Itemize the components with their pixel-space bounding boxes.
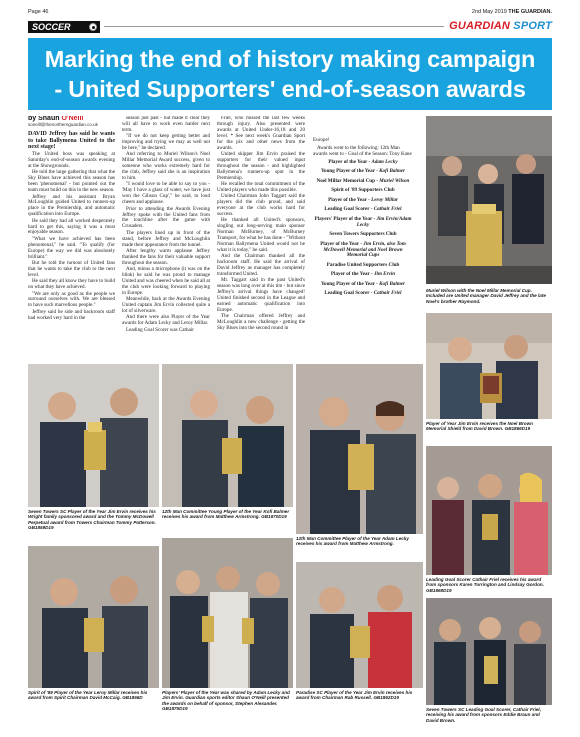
- article-paragraph: The players lined up in front of the stand, before Jeffrey and McLoughlin made their appearance from the tunnel.: [122, 229, 210, 248]
- article-column-2: [122, 116, 210, 360]
- photo-kofi-balmer: [162, 364, 293, 507]
- awards-intro-b: Awards went to the following: 12th Man awards went to - Goal of the Season: Tony Kane: [313, 144, 412, 157]
- award-title: Player of the Year -: [320, 240, 364, 247]
- football-icon: [89, 23, 97, 31]
- award-title: Player of the Year -: [328, 158, 372, 165]
- award-winner: Leroy Millar: [371, 196, 398, 203]
- photo-paradise-ervin: [296, 562, 423, 688]
- article-paragraph: Jeffrey and his assistant Bryan McLoughlin guided United to runners-up place in the Premiership, and automatic qualification into Europe.: [28, 193, 115, 218]
- brand-logo: GUARDIAN SPORT: [449, 20, 552, 32]
- award-entry: [313, 198, 413, 204]
- headline-banner: [28, 38, 552, 110]
- award-entry: [313, 179, 413, 185]
- photo-adam-lecky: [296, 364, 423, 534]
- photo-players-player: [162, 538, 293, 688]
- award-winner: Muriel Wilson: [379, 177, 410, 184]
- article-paragraph: "What we have achieved has been phenomenal," he said. "To qualify (for Europe) the way we did was absolutely brilliant.": [28, 235, 115, 260]
- section-tag: SOCCER: [28, 21, 100, 33]
- article-paragraph: Jeffrey said he side and backroom staff had worked very hard in the: [28, 308, 115, 321]
- caption-kofi-balmer: 12th Man Committee Young Player of the Year Kofi Balmer receives his award from Matthew Armstrong. GB1870D19: [162, 509, 290, 520]
- article-paragraph: "I would love to be able to say to you - 'May I have a glass of water, we have just won the Gibson Cup'," he said, to loud cheers and applause.: [122, 181, 210, 206]
- award-title: Player of the Year -: [328, 196, 372, 203]
- article-paragraph: "We are only as good as the people we surround ourselves with. We are blessed to have such marvellous people.": [28, 290, 115, 309]
- caption-adam-lecky: 12th Man Committee Player of the Year Adam Lecky receives his award from Matthew Armstrong.: [296, 536, 409, 547]
- award-title: Leading Goal Scorer -: [324, 206, 374, 213]
- award-title: Young Player of the Year -: [320, 168, 380, 175]
- article-paragraph: Prior to attending the Awards Evening Jeffrey spoke with the United fans from the touchline after the game with Crusaders.: [122, 205, 210, 230]
- award-entry: [313, 169, 413, 175]
- caption-players-player: Players' Player of the Year was shared by Adam Lecky and Jim Ervin. Guardian sports editor Shaun O'Neill presented the awards on behalf of sponsor, Stephen Alexander. GB1875D19: [162, 690, 290, 712]
- photo-seven-towers-friel: [426, 598, 552, 705]
- issue-date: 2nd May 2019 THE GUARDIAN.: [471, 9, 552, 15]
- award-entry: [313, 263, 413, 269]
- award-entry: [313, 160, 413, 166]
- article-paragraph: Mr. Taggart said in the past United's season was long over at this tim - but since Jeffrey's arrival things have changed! United finished second in the League and earned automatic qualification into Europe.: [217, 277, 305, 313]
- award-entry: [313, 242, 413, 260]
- article-lead: DAVID Jeffrey has said he wants to take Ballymena United to the next stage!: [28, 130, 115, 151]
- award-winner: Jim Ervin, also Tom McDowell Memorial and Noel Brown Memorial Cups: [323, 240, 406, 259]
- photo-leroy-millar: [28, 546, 159, 688]
- award-entry: [313, 207, 413, 213]
- article-paragraph: Meanwhile, back at the Awards Evening United captain Jim Ervin collected quite a lot of silverware.: [122, 296, 210, 314]
- header-rule: [104, 26, 444, 27]
- award-entry: [313, 282, 413, 288]
- award-winner: Jim Ervin/Adam Lecky: [356, 215, 412, 228]
- caption-paradise-ervin: Paradise SC Player of the Year Jim Ervin receives his award from Chairman Rab Russell. GB1862D19: [296, 690, 413, 701]
- article-paragraph: He said they had all worked desperately hard to get this, saying it was a most enjoyable season.: [28, 217, 115, 236]
- article-paragraph: He recalled the total commitment of the United players who made this possible.: [217, 180, 305, 193]
- award-entry: [313, 217, 413, 229]
- caption-ervin-noel-brown: Player of Year Jim Ervin receives the Noel Brown Memorial Shield from David Brown. GB1866D19: [426, 421, 533, 432]
- award-title: Young Player of the Year -: [320, 280, 380, 287]
- award-title: Seven Towers Supporters Club: [329, 231, 397, 238]
- article-paragraph: United skipper Jim Ervin praised the supporters for their valued input throughout the season - and highlighted Ballymena's runners-up spot in the Premiership.: [217, 150, 305, 181]
- award-title: Spirit of '89 Supporters Club: [331, 187, 395, 194]
- article-paragraph: And the Chairman thanked all the backroom staff. He said the arrival of David Jeffrey as manager has completely transformed United.: [217, 253, 305, 278]
- award-title: Leading Goal Scorer -: [324, 290, 374, 297]
- article-paragraph: season just past - but made it clear they will all have to work even harder next term.: [122, 116, 210, 133]
- award-entry: [313, 291, 413, 297]
- headline-line-1: Marking the end of history making campaign: [44, 46, 536, 72]
- caption-friel-paradise: Leading Goal Scorer Cathair Friel receives his award from sponsors Karen Torrington and Lindsay Gordon. GB1868D19: [426, 577, 544, 593]
- caption-muriel-wilson: Muriel Wilson with the Noel Millar Memorial Cup. Included are United manager David Jeffrey and the late Noel's brother Raymond.: [426, 288, 546, 304]
- page-number: Page 46: [28, 9, 49, 15]
- awards-intro-a: Europe!: [313, 137, 330, 143]
- award-winner: Kofi Balmer: [379, 168, 406, 175]
- awards-list: [313, 138, 413, 301]
- article-body-3: [217, 116, 305, 332]
- article-paragraph: Leading Goal Scorer was Cathair: [126, 326, 194, 333]
- award-title: Player of the Year -: [330, 271, 374, 278]
- photo-friel-paradise: [426, 446, 552, 575]
- article-paragraph: United Chairman John Taggart said the players did the club proud, and said everyone at the club works hard for success.: [217, 193, 305, 217]
- award-winner: Cathair Friel: [373, 206, 402, 213]
- award-title: Players' Player of the Year -: [314, 215, 377, 222]
- article-body-1: [28, 152, 115, 321]
- headline-line-2: - United Supporters' end-of-season awards: [54, 76, 526, 102]
- award-title: Noel Millar Memorial Cup -: [316, 177, 380, 184]
- article-body-2: [122, 116, 210, 334]
- byline: by Shaun O'Neill: [28, 116, 84, 122]
- award-winner: Jim Ervin: [373, 271, 396, 278]
- award-entry: [313, 232, 413, 238]
- article-paragraph: And, minus a microphone (it was on the blink) he said he was proud to manage United and was cheered when he said all at the club were looking forward to playing in Europe.: [122, 266, 210, 296]
- photo-muriel-wilson: [426, 116, 552, 284]
- article-paragraph: The United boss was speaking at Saturday's end-of-season awards evening at the Showgrounds.: [28, 151, 115, 170]
- byline-email: soneill@thenorthernguardian.co.uk: [28, 121, 98, 127]
- article-paragraph: After lengthy warm applause Jeffrey thanked the fans for their valuable support throughout the season.: [122, 247, 210, 266]
- award-entry: [313, 272, 413, 278]
- article-paragraph: He told the large gathering that what the Sky Blues have achieved this season has been 'phenomenal' - but pointed out the team must build on this in the new season.: [28, 169, 115, 194]
- caption-seven-towers-ervin: Seven Towers SC Player of the Year Jim Ervin receives his Wright family sponsored award and the Tommy McDowell Perpetual award from Towers Chairman Tommy Patterson. GB1859D19: [28, 509, 156, 531]
- article-paragraph: And referring to Muriel Wilson's Noel Millar Memorial Award success, given to someone who works extremely hard for the club, Jeffrey said she is an inspiration to him.: [122, 151, 210, 182]
- award-title: Paradise United Supporters Club: [326, 261, 400, 268]
- award-winner: Kofi Balmer: [379, 280, 406, 287]
- page-header: [28, 9, 552, 19]
- article-paragraph: The Chairman offered Jeffrey and McLoughlin a new challenge - getting the Sky Blues into the second round in: [217, 313, 305, 332]
- article-paragraph: "If we do not keep getting better and improving and trying we may as well not be here," he declared.: [122, 133, 210, 152]
- caption-seven-towers-friel: Seven Towers SC Leading Goal Scorer, Cathair Friel, receiving his award from sponsors Eddie Braun and David Brown.: [426, 707, 541, 723]
- award-entry: [313, 188, 413, 194]
- article-paragraph: He thanked all United's sponsors, singling out long-serving main sponsor Norman McBurney, of McBurney Transport, for what he has done - "Without Norman Ballymena United would not be what it is today," he said.: [217, 217, 305, 253]
- award-winner: Adam Lecky: [371, 158, 398, 165]
- award-winner: Cathair Friel: [373, 290, 402, 297]
- article-paragraph: And there were also Player of the Year awards for Adam Lecky and Leroy Millar.: [122, 314, 210, 327]
- photo-ervin-noel-brown: [426, 313, 552, 419]
- article-paragraph: But he told the turnout of United fans that he wants to take the club to the next level.: [28, 260, 115, 278]
- article-column-3: [217, 116, 305, 360]
- photo-seven-towers-ervin: [28, 364, 159, 507]
- article-paragraph: He said they all know they have to build on what they have achieved.: [28, 278, 115, 291]
- caption-leroy-millar: Spirit of '89 Player of the Year Leroy Millar receives his award from Spirit Chairman David McCaig. GB1866D: [28, 690, 148, 701]
- article-paragraph: Friel, who missed the last few weeks through injury. Also presented were awards at United Under-16,18 and 20 level. * See next week's Guardian Sport for the pix and other news from the awards.: [217, 116, 305, 151]
- article-column-1: [28, 116, 115, 360]
